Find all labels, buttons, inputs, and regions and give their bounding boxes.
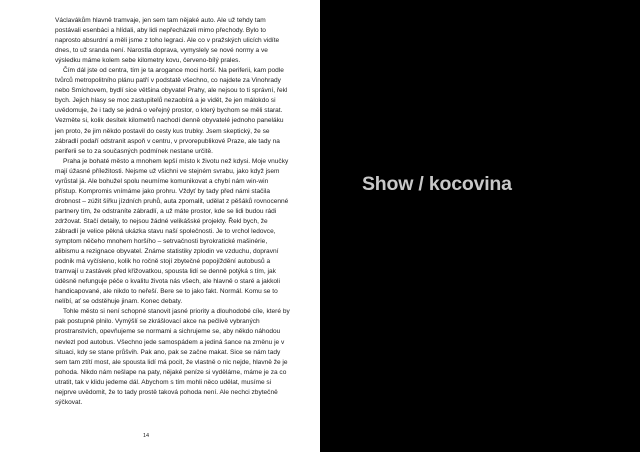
paragraph: Václavákům hlavně tramvaje, jen sem tam nějaké auto. Ale už tehdy tam postávali esenbáci a hlídali, aby lidi nepřecházeli mimo přechody. Bylo to naprosto absurdní a měli jsme z toho legraci. Ale co v pražských ulicích vidíte dnes, to už sranda není. Narostla doprava, vymyslely se nové normy a ve výsledku máme kolem sebe kilometry kovu, červeno-bílý prales. [55,17,280,65]
page-number: 14 [143,433,150,439]
right-page [320,0,640,452]
section-title: Show / kocovina [362,173,512,195]
paragraph: Praha je bohaté město a mnohem lepší místo k životu než kdysi. Moje vnučky mají úžasné příležitosti. Nejsme už všichni ve stejném svrabu, jako když jsem vyrůstal já. Ale bohužel spolu neumíme komunikovat a chybí nám win-win přístup. Kompromis vnímáme jako prohru. Vždyť by tady před námi stačila drobnost – zúžit šířku jízdních pruhů, auta zpomalit, udělat z pěšáků rovnocenné partnery tím, že odstraníte zábradlí, a už máte prostor, kde se lidi budou rádi zdržovat. Stačí detaily, to nejsou žádné velikášské projekty. Řekl bych, že zábradlí je velice pěkná ukázka stavu naší společnosti. Je to vrchol ledovce, symptom něčeho mnohem horšího – setrvačnosti byrokratické mašinérie, alibismu a rezignace obyvatel. Známe statistiky zplodin ve vzduchu, dopravní podnik má vyčísleno, kolik ho ročně stojí zbytečné popojíždění autobusů a tramvají u zastávek před křižovatkou, spousta lidí se denně potýká s tím, jak úděsně nefunguje péče o kvalitu života nás všech, ale hlavně o staré a jakkoli handicapované, ale nikdo to neřeší. Bere se to jako fakt. Normál. Komu se to nelíbí, ať se odstěhuje jinam. Konec debaty. [55,157,289,306]
paragraph: Čím dál jste od centra, tím je ta arogance moci horší. Na periferii, kam podle tvůrců metropolitního plánu patří v podstatě všechno, co najdete za Vinohrady nebo Smíchovem, bydlí sice většina obyvatel Prahy, ale nejsou to ti správní, řekl bych. Jejich hlasy se moc zastupitelů nezaobírá a je vidět, že jen málokdo si uvědomuje, že i tady se jedná o veřejný prostor, o který bychom se měli starat. Vezměte si, kolik desítek kilometrů nachodí denně obyvatelé jednoho paneláku jen proto, že jim někdo postavil do cesty kus trubky. Jsem skeptický, že se zábradlí podaří odstranit aspoň v centru, v prvorepublikové Praze, ale tady na periferii se to za současných podmínek nestane určitě. [55,67,288,155]
paragraph: Tohle město si není schopné stanovit jasné priority a dlouhodobé cíle, které by pak postupně plnilo. Vymýšlí se zkrášlovací akce na pečlivě vybraných prostranstvích, opevňujeme se normami a sichrujeme se, aby někdo náhodou nevlezl pod autobus. Všechno jede samospádem a jediná šance na změnu je v situaci, kdy se stane průšvih. Pak ano, pak se začne makat. Sice se nám tady sem tam ztítí most, ale spousta lidí má pocit, že vlastně o nic nejde, hlavně že je pohoda. Nikdo nám nešlape na paty, nějaké peníze si vyděláme, máme je za co utratit, tak v klidu jedeme dál. Abychom s tím mohli něco udělat, musíme si nejprve uvědomit, že to tady prostě taková pohoda není. Ale nechci zbytečně sýčkovat. [55,308,290,406]
body-text [55,16,291,408]
